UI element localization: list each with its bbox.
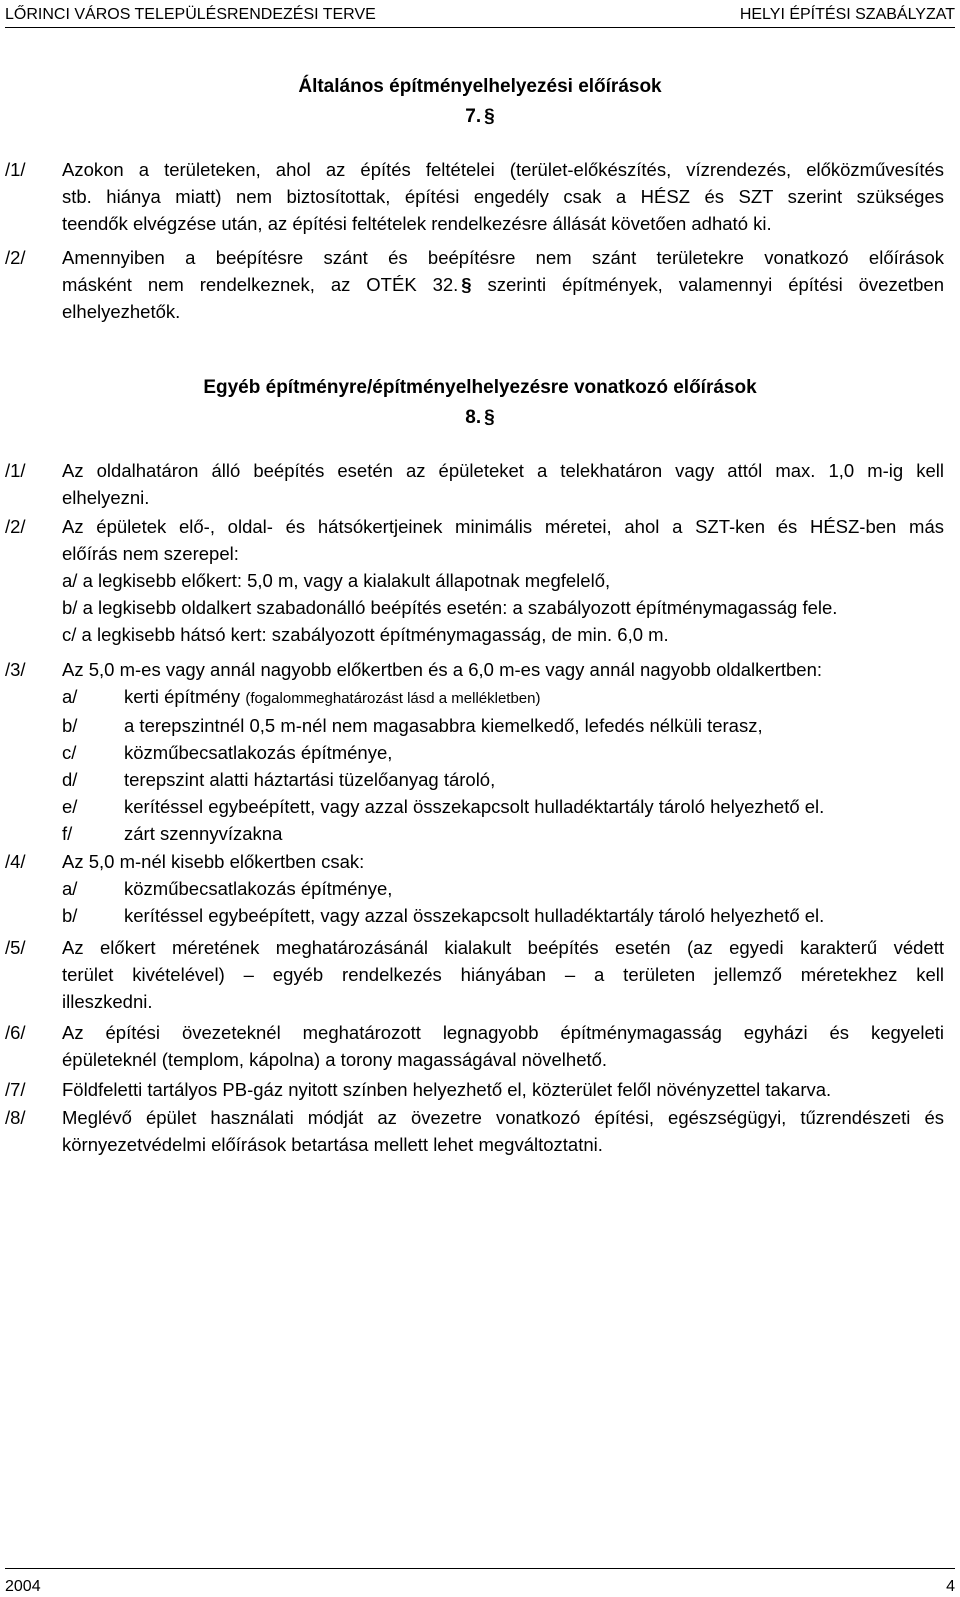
paragraph-text	[62, 656, 944, 847]
text-line: Az előkert méretének meghatározásánál kialakult beépítés esetén (az egyedi karakterű védett	[62, 937, 944, 958]
section-8-heading	[0, 373, 960, 433]
text-line: épületeknél (templom, kápolna) a torony magasságával növelhető.	[62, 1049, 608, 1070]
list-item	[62, 712, 944, 739]
text-line: előírás nem szerepel:	[62, 543, 239, 564]
list-item-text: a terepszintnél 0,5 m-nél nem magasabbra kiemelkedő, lefedés nélküli terasz,	[124, 715, 763, 736]
list-item	[62, 820, 944, 847]
list-item-label: d/	[62, 769, 78, 790]
header-document-title: LŐRINCI VÁROS TELEPÜLÉSRENDEZÉSI TERVE	[5, 6, 376, 23]
paragraph-number: /1/	[5, 460, 26, 481]
paragraph-text	[62, 934, 944, 1015]
list-item	[62, 766, 944, 793]
footer-year: 2004	[5, 1578, 41, 1595]
list-item-label: f/	[62, 823, 73, 844]
text-line: Azokon a területeken, ahol az építés feltételei (terület-előkészítés, vízrendezés, előközművesítés	[62, 159, 944, 180]
text-line: elhelyezni.	[62, 487, 150, 508]
text-line: c/ a legkisebb hátsó kert: szabályozott építménymagasság, de min. 6,0 m.	[62, 624, 669, 645]
section-8-number-line	[0, 403, 960, 433]
list-item-label: b/	[62, 715, 78, 736]
text-line: teendők elvégzése után, az építési feltételek rendelkezésre állását követően adható ki.	[62, 213, 772, 234]
text-segment: szerinti építmények, valamennyi építési övezetben	[487, 274, 945, 295]
list-item-label: b/	[62, 905, 78, 926]
text-segment: másként nem rendelkeznek, az OTÉK 32.	[62, 274, 459, 295]
paragraph-number: /6/	[5, 1022, 26, 1043]
text-line: Meglévő épület használati módját az övezetre vonatkozó építési, egészségügyi, tűzrendészeti és	[62, 1107, 944, 1128]
text-line: terület kivételével) – egyéb rendelkezés hiányában – a területen jellemző méretekhez kell	[62, 964, 944, 985]
section-7-number-line	[0, 102, 960, 132]
paragraph-number: /7/	[5, 1079, 26, 1100]
paragraph-number: /2/	[5, 247, 26, 268]
list-item	[62, 793, 944, 820]
page-header	[5, 3, 955, 28]
text-line: Az 5,0 m-nél kisebb előkertben csak:	[62, 851, 365, 872]
list-item	[62, 683, 944, 712]
paragraph-text	[62, 1076, 944, 1103]
text-line: Az 5,0 m-es vagy annál nagyobb előkertben és a 6,0 m-es vagy annál nagyobb oldalkertben:	[62, 659, 823, 680]
text-line: Földfeletti tartályos PB-gáz nyitott színben helyezhető el, közterület felől növényzettel takarva.	[62, 1079, 832, 1100]
paragraph-number: /8/	[5, 1107, 26, 1128]
list-item-note: (fogalommeghatározást lásd a mellékletben)	[245, 690, 541, 707]
text-line: b/ a legkisebb oldalkert szabadonálló beépítés esetén: a szabályozott építménymagasság fele.	[62, 597, 838, 618]
list-item	[62, 902, 944, 929]
paragraph-text	[62, 848, 944, 929]
text-line: Az oldalhatáron álló beépítés esetén az épületeket a telekhatáron vagy attól max. 1,0 m-ig kell	[62, 460, 944, 481]
paragraph-number: /1/	[5, 159, 26, 180]
section-7-title: Általános építményelhelyezési előírások	[298, 76, 662, 97]
section-sign-icon: §	[484, 106, 495, 127]
section-sign-icon: §	[484, 407, 495, 428]
paragraph-number: /3/	[5, 659, 26, 680]
text-line: stb. hiánya miatt) nem biztosítottak, építési engedély csak a HÉSZ és SZT szerint szükséges	[62, 186, 944, 207]
section-8-number: 8.	[465, 407, 482, 428]
list-item	[62, 739, 944, 766]
paragraph-text	[62, 1019, 944, 1073]
list-item-label: e/	[62, 796, 78, 817]
list-item-text: közműbecsatlakozás építménye,	[124, 742, 393, 763]
paragraph-number: /5/	[5, 937, 26, 958]
list-item-text: kerítéssel egybeépített, vagy azzal összekapcsolt hulladéktartály tároló helyezhető el.	[124, 796, 825, 817]
list-item-text: kerti építmény	[124, 686, 241, 707]
section-8-title: Egyéb építményre/építményelhelyezésre vonatkozó előírások	[203, 377, 757, 398]
paragraph-text	[62, 244, 944, 325]
section-7-heading	[0, 72, 960, 132]
list-item-text: közműbecsatlakozás építménye,	[124, 878, 393, 899]
text-line: elhelyezhetők.	[62, 301, 181, 322]
page-footer	[5, 1568, 955, 1595]
paragraph-number: /2/	[5, 516, 26, 537]
section-sign-icon: §	[461, 274, 472, 295]
text-line: Amennyiben a beépítésre szánt és beépítésre nem szánt területekre vonatkozó előírások	[62, 247, 944, 268]
text-line	[62, 271, 944, 298]
list-item	[62, 875, 944, 902]
list-item-label: a/	[62, 878, 78, 899]
section-7-number: 7.	[465, 106, 482, 127]
text-line: a/ a legkisebb előkert: 5,0 m, vagy a kialakult állapotnak megfelelő,	[62, 570, 611, 591]
list-item-text: zárt szennyvízakna	[124, 823, 283, 844]
paragraph-text	[62, 457, 944, 511]
text-line: Az építési övezeteknél meghatározott legnagyobb építménymagasság egyházi és kegyeleti	[62, 1022, 944, 1043]
paragraph-number: /4/	[5, 851, 26, 872]
paragraph-text	[62, 1104, 944, 1158]
list-item-text: terepszint alatti háztartási tüzelőanyag tároló,	[124, 769, 496, 790]
paragraph-text	[62, 513, 944, 648]
text-line: Az épületek elő-, oldal- és hátsókertjeinek minimális méretei, ahol a SZT-ken és HÉSZ-ben más	[62, 516, 944, 537]
list-item-label: a/	[62, 686, 78, 707]
text-line: illeszkedni.	[62, 991, 153, 1012]
header-section-title: HELYI ÉPÍTÉSI SZABÁLYZAT	[739, 6, 955, 23]
list-item-label: c/	[62, 742, 77, 763]
paragraph-text	[62, 156, 944, 237]
list-item-text: kerítéssel egybeépített, vagy azzal összekapcsolt hulladéktartály tároló helyezhető el.	[124, 905, 825, 926]
page-number: 4	[946, 1578, 955, 1595]
text-line: környezetvédelmi előírások betartása mellett lehet megváltoztatni.	[62, 1134, 603, 1155]
